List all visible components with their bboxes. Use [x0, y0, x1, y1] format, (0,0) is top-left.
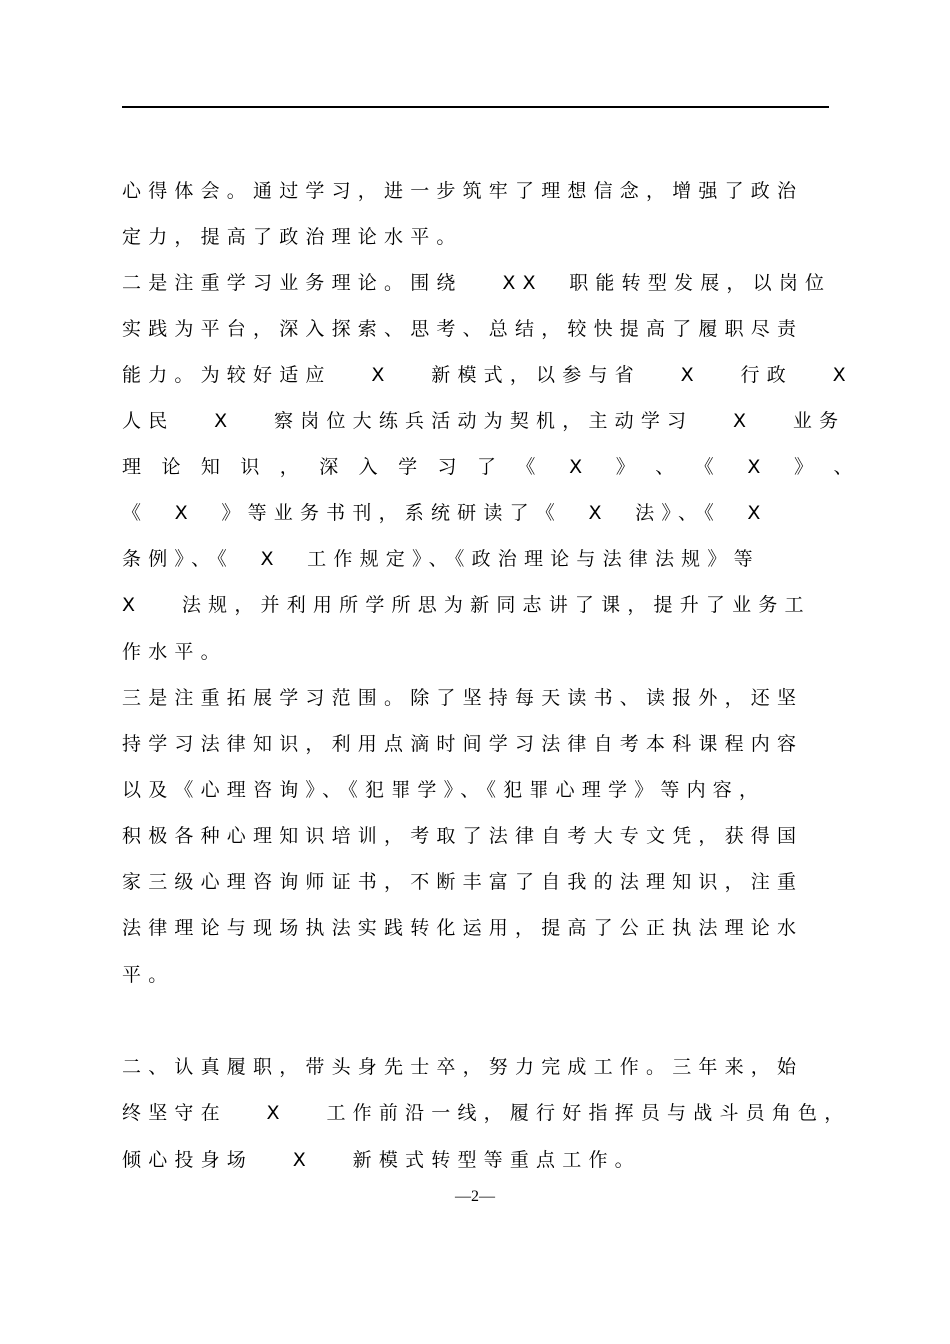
text-line: 人民 X 察岗位大练兵活动为契机，主动学习 X 业务: [122, 410, 846, 432]
header-rule: [122, 106, 829, 108]
text-line: 作水平。: [122, 641, 227, 663]
text-line: 定力，提高了政治理论水平。: [122, 226, 463, 248]
text-line: 倾心投身场 X 新模式转型等重点工作。: [122, 1149, 641, 1171]
text-line: 理 论 知 识 ， 深 入 学 习 了 《 X 》 、 《 X 》 、: [122, 456, 860, 478]
text-line: 《 X 》等业务书刊，系统研读了《 X 法》、《 X: [122, 502, 768, 524]
text-line: 平。: [122, 964, 175, 986]
text-line: 积极各种心理知识培训，考取了法律自考大专文凭，获得国: [122, 825, 804, 847]
text-line: 二、认真履职，带头身先士卒，努力完成工作。三年来，始: [122, 1056, 804, 1078]
page-number: —2—: [455, 1188, 495, 1205]
text-line: 以及《心理咨询》、《犯罪学》、《犯罪心理学》等内容，: [122, 779, 766, 801]
text-line: 心得体会。通过学习，进一步筑牢了理想信念，增强了政治: [122, 180, 804, 202]
text-line: 三是注重拓展学习范围。除了坚持每天读书、读报外，还坚: [122, 687, 804, 709]
text-line: 二是注重学习业务理论。围绕 XX 职能转型发展，以岗位: [122, 272, 832, 294]
text-line: 能力。为较好适应 X 新模式，以参与省 X 行政 X: [122, 364, 853, 386]
text-line: 条例》、《 X 工作规定》、《政治理论与法律法规》等: [122, 548, 760, 570]
text-line: 实践为平台，深入探索、思考、总结，较快提高了履职尽责: [122, 318, 804, 340]
text-line: X 法规，并利用所学所思为新同志讲了课，提升了业务工: [122, 594, 811, 616]
text-line: 家三级心理咨询师证书，不断丰富了自我的法理知识，注重: [122, 871, 804, 893]
text-line: 法律理论与现场执法实践转化运用，提高了公正执法理论水: [122, 917, 804, 939]
text-line: 终坚守在 X 工作前沿一线，履行好指挥员与战斗员角色，: [122, 1102, 851, 1124]
text-line: 持学习法律知识，利用点滴时间学习法律自考本科课程内容: [122, 733, 804, 755]
